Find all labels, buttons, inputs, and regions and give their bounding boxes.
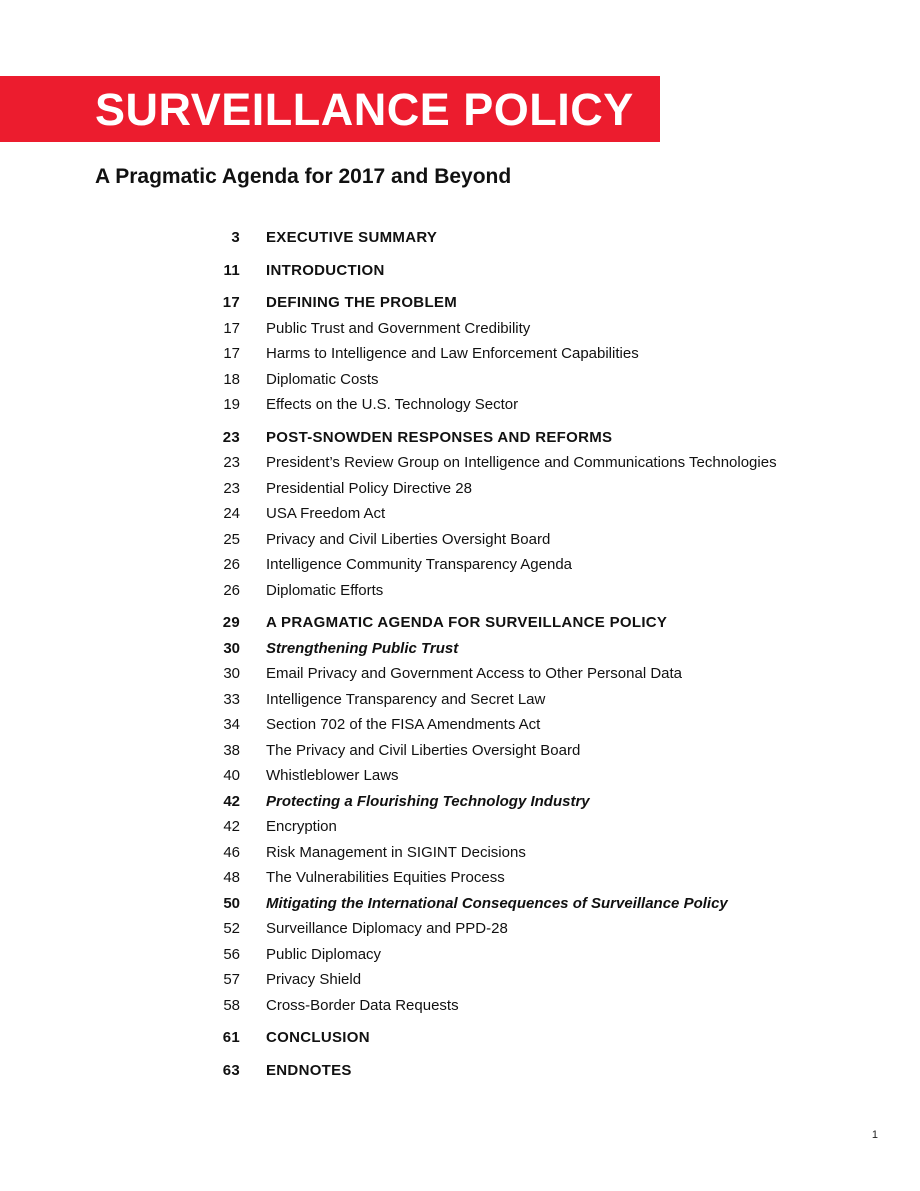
toc-page-number: 24 (223, 505, 240, 522)
toc-entry-label: POST-SNOWDEN RESPONSES AND REFORMS (266, 428, 613, 446)
toc-page-number: 23 (223, 479, 240, 497)
toc-entry-label: Email Privacy and Government Access to Other Personal Data (266, 665, 683, 682)
toc-page-number: 56 (223, 945, 240, 963)
toc-entry[interactable] (0, 501, 920, 527)
toc-entry-label: The Vulnerabilities Equities Process (266, 869, 505, 886)
toc-entry-label: Intelligence Transparency and Secret Law (266, 690, 546, 708)
toc-page-number: 18 (223, 370, 240, 388)
toc-entry-label: Privacy and Civil Liberties Oversight Board (266, 530, 551, 548)
toc-entry[interactable] (0, 425, 920, 451)
toc-entry-label: INTRODUCTION (266, 261, 385, 279)
toc-entry[interactable] (0, 367, 920, 393)
toc-entry-label: Public Diplomacy (266, 945, 382, 963)
toc-entry-label: President’s Review Group on Intelligence and Communications Technologies (266, 454, 777, 471)
toc-entry-label: ENDNOTES (266, 1061, 352, 1079)
toc-page-number: 30 (223, 639, 240, 657)
toc-page-number: 46 (223, 843, 240, 861)
toc-entry[interactable] (0, 578, 920, 604)
toc-entry[interactable] (0, 687, 920, 713)
toc-entry[interactable] (0, 763, 920, 789)
toc-entry[interactable] (0, 814, 920, 840)
toc-entry-label: The Privacy and Civil Liberties Oversight Board (266, 741, 581, 759)
toc-page-number: 38 (223, 741, 240, 759)
toc-page-number: 29 (222, 614, 240, 631)
toc-page-number: 25 (223, 530, 240, 548)
toc-entry[interactable] (0, 225, 920, 251)
toc-page-number: 52 (223, 920, 240, 937)
toc-page-number: 17 (223, 345, 240, 362)
toc-entry[interactable] (0, 476, 920, 502)
toc-entry-label: Privacy Shield (266, 971, 362, 988)
toc-page-number: 3 (231, 229, 240, 246)
toc-entry[interactable] (0, 712, 920, 738)
toc-entry[interactable] (0, 258, 920, 284)
toc-entry-label: DEFINING THE PROBLEM (266, 294, 458, 311)
toc-entry[interactable] (0, 636, 920, 662)
toc-page-number: 26 (223, 556, 240, 573)
toc-entry[interactable] (0, 316, 920, 342)
toc-page-number: 63 (222, 1061, 240, 1079)
toc-entry-label: Diplomatic Efforts (266, 581, 384, 599)
toc-entry[interactable] (0, 738, 920, 764)
toc-entry-label: A PRAGMATIC AGENDA FOR SURVEILLANCE POLICY (266, 614, 668, 631)
toc-entry[interactable] (0, 392, 920, 418)
toc-entry-label: Section 702 of the FISA Amendments Act (266, 716, 541, 733)
toc-page-number: 19 (223, 396, 240, 413)
toc-entry-label: Mitigating the International Consequences of Surveillance Policy (266, 894, 728, 912)
toc-entry[interactable] (0, 527, 920, 553)
toc-entry[interactable] (0, 290, 920, 316)
toc-entry[interactable] (0, 661, 920, 687)
toc-entry[interactable] (0, 1025, 920, 1051)
toc-entry-label: USA Freedom Act (266, 505, 386, 522)
toc-page-number: 40 (223, 767, 240, 784)
toc-entry[interactable] (0, 1058, 920, 1084)
toc-entry-label: Public Trust and Government Credibility (266, 319, 531, 337)
toc-entry[interactable] (0, 993, 920, 1019)
toc-entry[interactable] (0, 789, 920, 815)
toc-page-number: 48 (223, 869, 240, 886)
toc-page-number: 33 (223, 690, 240, 708)
toc-entry-label: Protecting a Flourishing Technology Industry (266, 792, 590, 810)
toc-page-number: 23 (223, 454, 240, 471)
toc-entry[interactable] (0, 341, 920, 367)
toc-entry-label: Risk Management in SIGINT Decisions (266, 843, 526, 861)
table-of-contents (0, 225, 920, 1083)
toc-page-number: 42 (223, 818, 240, 835)
toc-entry[interactable] (0, 610, 920, 636)
toc-entry-label: EXECUTIVE SUMMARY (266, 229, 438, 246)
page-subtitle: A Pragmatic Agenda for 2017 and Beyond (95, 165, 512, 188)
toc-entry-label: Intelligence Community Transparency Agenda (266, 556, 573, 573)
toc-entry[interactable] (0, 942, 920, 968)
toc-entry-label: Whistleblower Laws (266, 767, 399, 784)
toc-page-number: 34 (223, 716, 240, 733)
toc-page-number: 17 (223, 319, 240, 337)
toc-page-number: 58 (223, 996, 240, 1014)
toc-entry-label: Surveillance Diplomacy and PPD-28 (266, 920, 508, 937)
toc-entry-label: Effects on the U.S. Technology Sector (266, 396, 519, 413)
toc-entry[interactable] (0, 967, 920, 993)
toc-page-number: 42 (223, 792, 240, 810)
toc-entry-label: CONCLUSION (266, 1029, 370, 1046)
toc-page-number: 17 (222, 294, 240, 311)
toc-entry-label: Presidential Policy Directive 28 (266, 479, 472, 497)
toc-entry-label: Strengthening Public Trust (266, 639, 459, 657)
toc-page-number: 61 (222, 1029, 240, 1046)
toc-page-number: 26 (223, 581, 240, 599)
toc-entry[interactable] (0, 450, 920, 476)
toc-entry-label: Diplomatic Costs (266, 370, 379, 388)
toc-page-number: 23 (222, 428, 240, 446)
toc-entry[interactable] (0, 865, 920, 891)
toc-entry[interactable] (0, 916, 920, 942)
page-number: 1 (871, 1129, 878, 1141)
toc-entry-label: Cross-Border Data Requests (266, 996, 459, 1014)
toc-entry-label: Harms to Intelligence and Law Enforcement Capabilities (266, 345, 639, 362)
toc-entry[interactable] (0, 552, 920, 578)
toc-entry[interactable] (0, 840, 920, 866)
toc-page-number: 30 (223, 665, 240, 682)
page-title: SURVEILLANCE POLICY (95, 84, 634, 135)
toc-entry-label: Encryption (266, 818, 337, 835)
toc-page-number: 57 (223, 971, 240, 988)
toc-page-number: 11 (223, 261, 240, 279)
toc-page-number: 50 (223, 894, 240, 912)
toc-entry[interactable] (0, 891, 920, 917)
